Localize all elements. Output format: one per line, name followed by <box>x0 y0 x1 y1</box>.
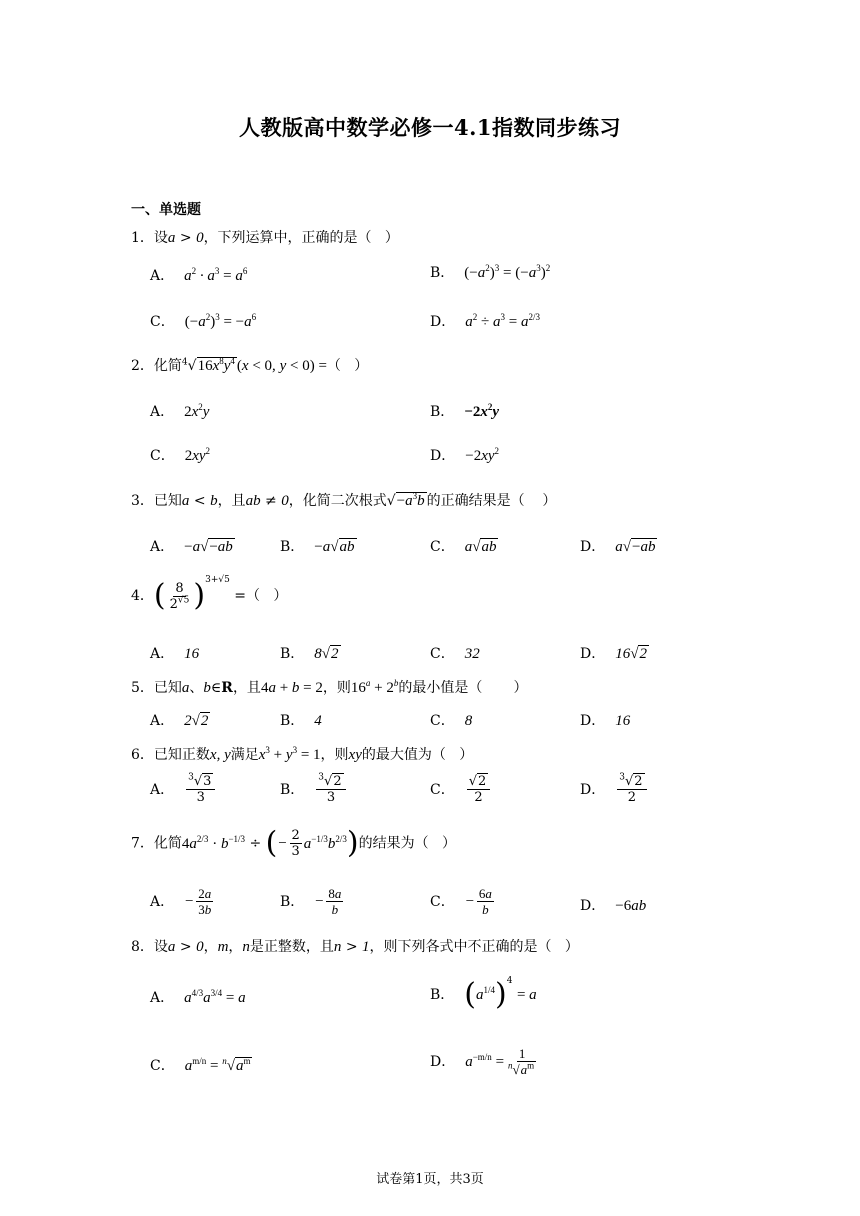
q5-option-a[interactable]: A． 2√2 <box>150 713 209 729</box>
q2-option-b[interactable]: B． $-2x^2y$ <box>430 402 500 420</box>
q5-option-c[interactable]: C． 8 <box>430 713 473 729</box>
question-8: 8．设a > 0，m，n是正整数，且n > 1，则下列各式中不正确的是（ ） <box>131 939 579 955</box>
q1-option-c[interactable]: C． $(-a^2)^3 = -a^6$ <box>150 312 257 330</box>
q7-option-d[interactable]: D． −6ab <box>580 898 647 914</box>
question-1: 1．设a > 0，下列运算中，正确的是（ ） <box>131 230 399 246</box>
q3-option-a[interactable]: A． −a√−ab <box>150 539 233 555</box>
q3-option-d[interactable]: D． a√−ab <box>580 539 656 555</box>
q4-option-b[interactable]: B． 8√2 <box>280 646 339 662</box>
q5-option-d[interactable]: D． 16 <box>580 713 631 729</box>
q8-option-a[interactable]: A． $a^{4/3}a^{3/4} = a$ <box>150 988 246 1006</box>
q7-option-c[interactable]: C． − $\frac{6a}{b}$ <box>430 886 492 917</box>
q4-option-d[interactable]: D． 16√2 <box>580 646 647 662</box>
q1-option-d[interactable]: D． $a^2 \div a^3 = a^{2/3}$ <box>430 312 540 330</box>
q4-option-c[interactable]: C． 32 <box>430 646 480 662</box>
q8-option-b[interactable]: B． $(a^{1/4})^4 = a$ <box>430 976 537 1012</box>
page-title: 人教版高中数学必修一4.1指数同步练习 <box>238 115 622 140</box>
q6-option-a[interactable]: A． $\frac{^3√3}{3}$ <box>150 774 217 805</box>
question-2: 2．化简$^4√16x^8y^4$ (x < 0, y < 0) =（ ） <box>131 356 369 374</box>
question-4: 4．( $\frac{8}{2^{√5}}$ )$^{3+√5}$ =（ ） <box>131 575 288 613</box>
question-3: 3．已知a < b，且ab ≠ 0，化简二次根式$√-a^3b$ 的正确结果是（ ） <box>131 491 557 509</box>
q2-option-c[interactable]: C． $2xy^2$ <box>150 446 211 464</box>
q4-option-a[interactable]: A． 16 <box>150 646 200 662</box>
section-title: 一、单选题 <box>131 202 201 218</box>
q3-option-c[interactable]: C． a√ab <box>430 539 497 555</box>
q2-option-a[interactable]: A． $2x^2y$ <box>150 402 210 420</box>
q5-option-b[interactable]: B． 4 <box>280 713 322 729</box>
question-7: 7．化简$4a^{2/3} \cdot b^{-1/3}$ ÷ (− $\frac{2}{3}$ $a^{-1/3}b^{2/3}$)的结果为（ ） <box>131 825 456 861</box>
q2-option-d[interactable]: D． $-2xy^2$ <box>430 446 500 464</box>
q6-option-c[interactable]: C． $\frac{√2}{2}$ <box>430 774 492 805</box>
q6-option-d[interactable]: D． $\frac{^3√2}{2}$ <box>580 774 649 805</box>
q8-option-c[interactable]: C． $a^{m/n} = ^n√a^m$ <box>150 1056 251 1074</box>
q3-option-b[interactable]: B． −a√ab <box>280 539 355 555</box>
page-footer: 试卷第1页，共3页 <box>376 1172 484 1187</box>
question-5: 5．已知a、b∈R，且4a + b = 2，则$16^a + 2^b$的最小值是（ ） <box>131 678 528 696</box>
q1-option-b[interactable]: B． $(-a^2)^3 = (-a^3)^2$ <box>430 263 551 281</box>
q8-option-d[interactable]: D． $a^{-m/n}$ = $\frac{1}{^n√a^m}$ <box>430 1046 535 1077</box>
q1-option-a[interactable]: A． $a^2 \cdot a^3 = a^6$ <box>150 266 248 284</box>
q7-option-b[interactable]: B． − $\frac{8a}{b}$ <box>280 886 342 917</box>
q7-option-a[interactable]: A． − $\frac{2a}{3b}$ <box>150 886 212 917</box>
q6-option-b[interactable]: B． $\frac{^3√2}{3}$ <box>280 774 348 805</box>
question-6: 6．已知正数x, y满足$x^3 + y^3 = 1$，则xy的最大值为（ ） <box>131 745 474 763</box>
